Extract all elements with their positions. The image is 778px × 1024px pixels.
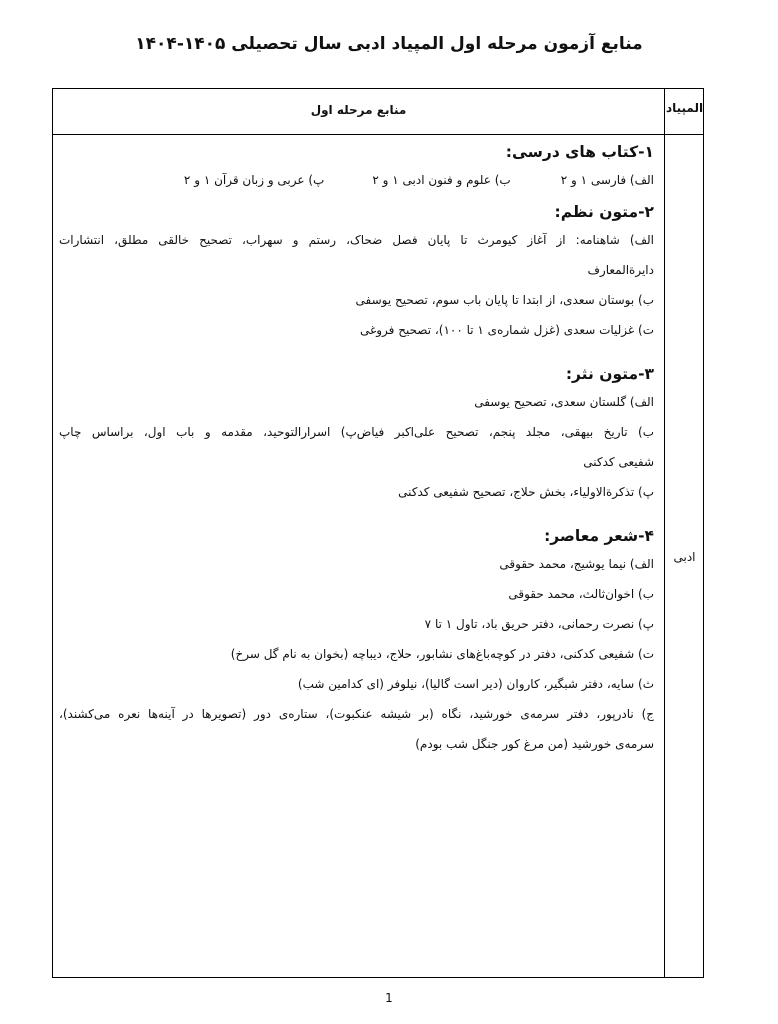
list-item: الف) شاهنامه: از آغاز کیومرث تا پایان فصل ضحاک، رستم و سهراب، تصحیح خالقی مطلق، انتشارات <box>59 233 654 247</box>
section-heading: ۱-کتاب های درسی: <box>505 143 654 161</box>
document-title: منابع آزمون مرحله اول المپیاد ادبی سال تحصیلی ۱۴۰۵-۱۴۰۴ <box>135 34 643 54</box>
list-item: الف) گلستان سعدی، تصحیح یوسفی <box>474 395 654 409</box>
list-item: شفیعی کدکنی <box>583 455 654 469</box>
sources-table <box>52 88 704 978</box>
header-sources: منابع مرحله اول <box>310 103 407 117</box>
list-item: پ) عربی و زبان قرآن ۱ و ۲ <box>183 173 325 187</box>
list-item: ب) علوم و فنون ادبی ۱ و ۲ <box>372 173 511 187</box>
sources-content <box>59 139 654 759</box>
list-item: ج) نادرپور، دفتر سرمه‌ی خورشید، نگاه (بر شیشه عنکبوت)، ستاره‌ی دور (تصویرها در آینه‌ها نعره می‌کشند)، <box>59 707 654 721</box>
list-item: پ) تذکرةالاولیاء، بخش حلاج، تصحیح شفیعی کدکنی <box>398 485 654 499</box>
section-heading: ۳-متون نثر: <box>565 365 654 383</box>
section-heading: ۲-متون نظم: <box>554 203 654 221</box>
list-item: ت) غزلیات سعدی (غزل شماره‌ی ۱ تا ۱۰۰)، تصحیح فروغی <box>359 323 654 337</box>
list-item: پ) نصرت رحمانی، دفتر حریق باد، تاول ۱ تا ۷ <box>424 617 654 631</box>
subject-cell: ادبی <box>673 550 696 564</box>
header-olympiad: المپیاد <box>665 101 704 115</box>
list-item: ت) شفیعی کدکنی، دفتر در کوچه‌باغ‌های نشابور، حلاج، دیباچه (بخوان به نام گل سرخ) <box>230 647 654 661</box>
list-item: ث) سایه، دفتر شبگیر، کاروان (دیر است گالیا)، نیلوفر (ای کدامین شب) <box>297 677 654 691</box>
list-item: ب) تاریخ بیهقی، مجلد پنجم، تصحیح علی‌اکبر فیاض‌پ) اسرارالتوحید، مقدمه و باب اول، براساس چاپ <box>59 425 654 439</box>
header-divider <box>53 134 703 135</box>
column-divider <box>664 89 665 977</box>
section-heading: ۴-شعر معاصر: <box>544 527 654 545</box>
list-item: دایرةالمعارف <box>587 263 654 277</box>
list-item: الف) نیما یوشیج، محمد حقوقی <box>499 557 654 571</box>
list-item: ب) اخوان‌ثالث، محمد حقوقی <box>508 587 654 601</box>
textbooks-row <box>59 165 654 195</box>
page-number: 1 <box>385 991 393 1005</box>
list-item: سرمه‌ی خورشید (من مرغ کور جنگل شب بودم) <box>415 737 654 751</box>
list-item: ب) بوستان سعدی، از ابتدا تا پایان باب سوم، تصحیح یوسفی <box>355 293 654 307</box>
list-item: الف) فارسی ۱ و ۲ <box>560 173 654 187</box>
